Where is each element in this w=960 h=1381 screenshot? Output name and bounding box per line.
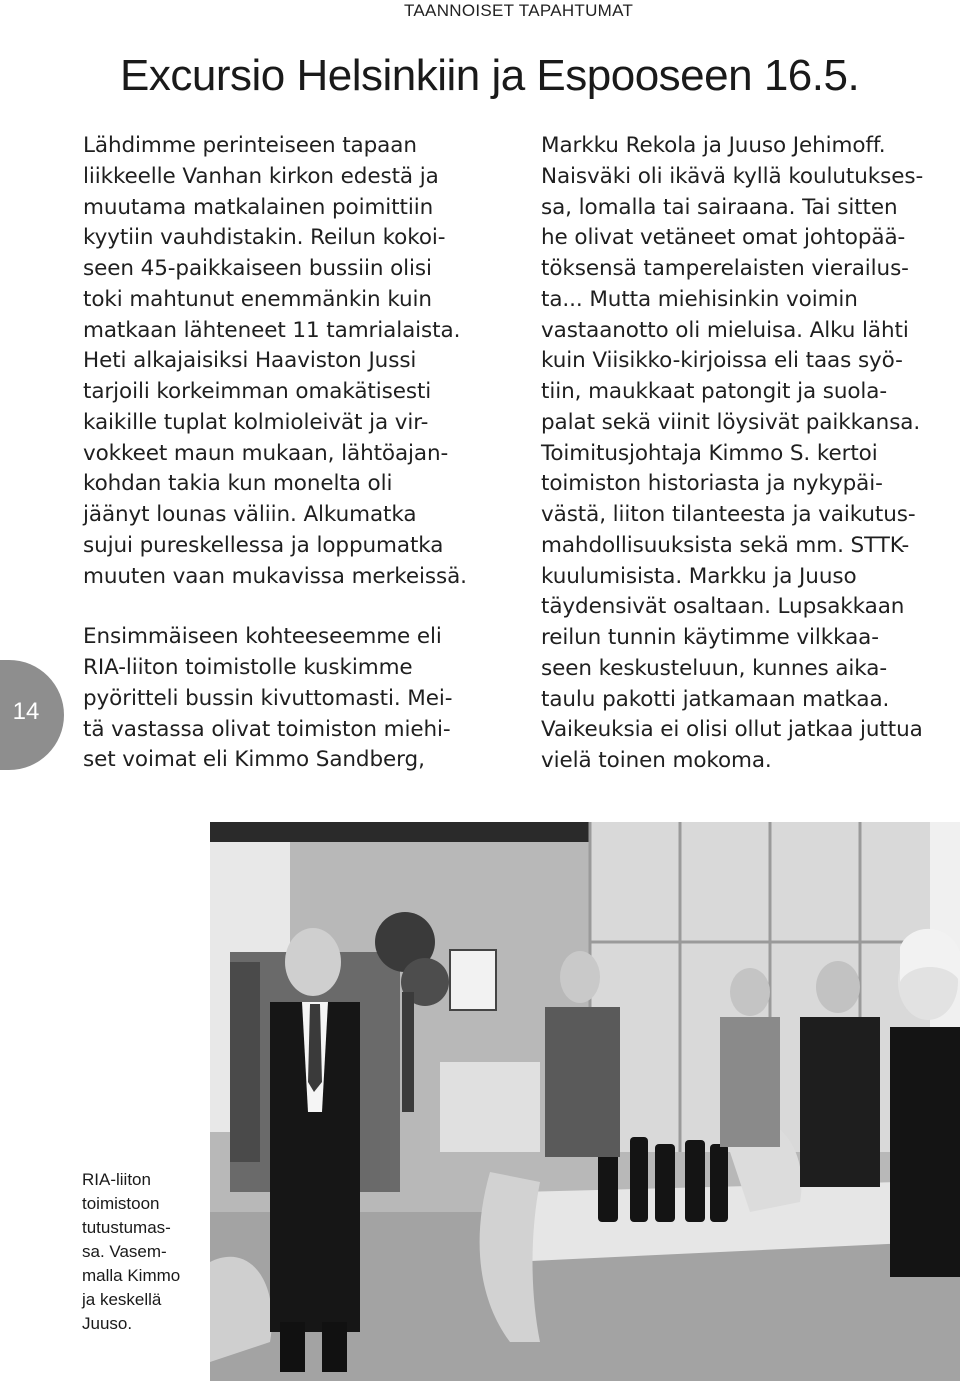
article-photo — [210, 822, 960, 1381]
article-paragraph: Lähdimme perinteiseen tapaan liikkeelle Vanhan kirkon edestä ja muutama matkalainen poimittiin kyytiin vauhdistakin. Reilun kokoi- seen 45-paikkaiseen bussiin olisi toki mahtunut enemmänkin kuin matkaan lähteneet 11 tamrialaista. Heti alkajaisiksi Haaviston Jussi tarjoili korkeimman omakätisesti kaikille tuplat kolmioleivät ja vir- vokkeet maun mukaan, lähtöajan- kohdan takia kun monelta oli jäänyt lounas väliin. Alkumatka sujui pureskellessa ja loppumatka muuten vaan mukavissa merkeissä. — [83, 133, 467, 589]
article-column-left — [83, 131, 523, 776]
page-number: 14 — [12, 698, 40, 725]
office-scene-illustration — [210, 822, 960, 1381]
photo-caption: RIA-liiton toimistoon tutustumas- sa. Vasem- malla Kimmo ja keskellä Juuso. — [82, 1170, 181, 1333]
article-paragraph: Markku Rekola ja Juuso Jehimoff. Naisväki oli ikävä kyllä koulutukses- sa, lomalla tai sairaana. Tai sitten he olivat vetäneet omat johtopää- töksensä tamperelaisten vierailus- ta... Mutta miehisinkin voimin vastaanotto oli mieluisa. Alku lähti kuin Viisikko-kirjoissa eli taas syö- tiin, maukkaat patongit ja suola- palat sekä viinit löysivät paikkansa. Toimitusjohtaja Kimmo S. kertoi toimiston historiasta ja nykypäi- västä, liiton tilanteesta ja vaikutus- mahdollisuuksista sekä mm. STTK- kuulumisista. Markku ja Juuso täydensivät osaltaan. Lupsakkaan reilun tunnin käytimme vilkkaa- seen keskusteluun, kunnes aika- taulu pakotti jatkamaan matkaa. Vaikeuksia ei olisi ollut jatkaa juttua vielä toinen mokoma. — [541, 133, 924, 773]
section-label: TAANNOISET TAPAHTUMAT — [404, 1, 634, 20]
article-paragraph: Ensimmäiseen kohteeseemme eli RIA-liiton toimistolle kuskimme pyöritteli bussin kivuttomasti. Mei- tä vastassa olivat toimiston miehi- set voimat eli Kimmo Sandberg, — [83, 624, 453, 773]
article-column-right — [541, 131, 960, 777]
article-title: Excursio Helsinkiin ja Espooseen 16.5. — [120, 51, 860, 100]
